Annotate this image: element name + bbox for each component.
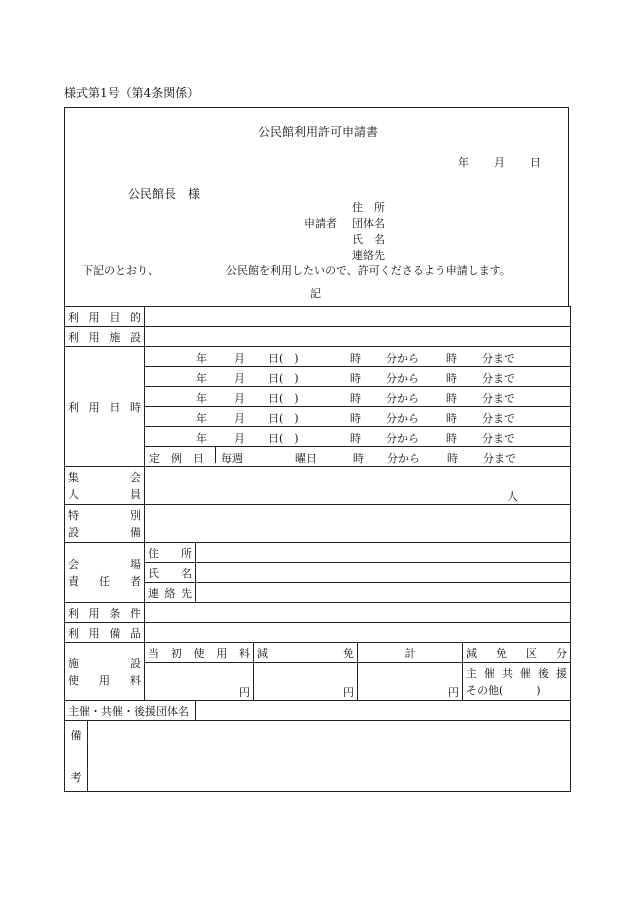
weekly-schedule-line[interactable] (145, 447, 571, 467)
sched-hour2: 時 (446, 392, 457, 405)
facility-label: 利 用 施 設 (65, 327, 145, 347)
reduction-category-options[interactable]: 主 催 共 催 後 援 その他( ) (463, 663, 571, 701)
applicant-group-label: 団体名 (352, 217, 385, 230)
equipment-label: 利 用 備 品 (65, 623, 145, 643)
schedule-line-4[interactable] (145, 407, 571, 427)
schedule-line-3[interactable] (145, 387, 571, 407)
organizers-label: 主催・共催・後援団体名 (65, 701, 196, 721)
sched-from: 分から (386, 372, 419, 385)
person-unit: 人 (507, 490, 519, 503)
schedule-line-5[interactable] (145, 427, 571, 447)
sched-day: 日( ) (268, 432, 299, 445)
weekly-hour2: 時 (447, 452, 458, 465)
sched-year: 年 (196, 392, 207, 405)
attendance-input[interactable] (145, 467, 571, 505)
attendance-label: 集 会 人 員 (65, 467, 145, 505)
sched-until: 分まで (482, 372, 515, 385)
manager-address-label: 住 所 (145, 543, 196, 563)
sched-hour: 時 (350, 352, 361, 365)
sched-year: 年 (196, 352, 207, 365)
weekly-weekday: 曜日 (295, 452, 317, 465)
sched-from: 分から (386, 352, 419, 365)
sched-until: 分まで (482, 432, 515, 445)
total-input[interactable]: 円 (358, 663, 463, 701)
weekly-every: 毎週 (221, 452, 243, 465)
sched-day: 日( ) (268, 392, 299, 405)
weekly-from: 分から (387, 452, 420, 465)
original-fee-input[interactable]: 円 (145, 663, 254, 701)
date-year: 年 (458, 156, 469, 169)
addressee: 公民館長 様 (128, 187, 201, 201)
sched-day: 日( ) (268, 412, 299, 425)
venue-manager-label: 会 場 責 任 者 (65, 543, 145, 603)
applicant-contact-label: 連絡先 (352, 249, 385, 262)
weekly-until: 分まで (483, 452, 516, 465)
sched-hour2: 時 (446, 432, 457, 445)
sched-from: 分から (386, 392, 419, 405)
facility-input[interactable] (145, 327, 571, 347)
manager-name-label: 氏 名 (145, 563, 196, 583)
remarks-label: 備 考 (65, 721, 88, 791)
ki-label: 記 (310, 287, 321, 300)
datetime-label: 利 用 日 時 (65, 347, 145, 467)
original-fee-header: 当 初 使 用 料 (145, 643, 254, 663)
equipment-input[interactable] (145, 623, 571, 643)
manager-contact-label: 連 絡 先 (145, 583, 196, 603)
purpose-row (65, 307, 571, 327)
weekly-label: 定 例 日 (149, 452, 204, 465)
manager-address-input[interactable] (196, 543, 571, 563)
reduction-category-header: 減 免 区 分 (463, 643, 571, 663)
sched-year: 年 (196, 372, 207, 385)
schedule-line-2[interactable] (145, 367, 571, 387)
facility-row (65, 327, 571, 347)
remarks-area[interactable] (65, 721, 571, 792)
sched-hour2: 時 (446, 352, 457, 365)
application-table (64, 306, 571, 792)
date-day: 日 (530, 156, 541, 169)
sched-hour: 時 (350, 372, 361, 385)
purpose-input[interactable] (145, 307, 571, 327)
date-month: 月 (494, 156, 505, 169)
request-sentence-start: 下記のとおり、 (82, 264, 159, 277)
sched-until: 分まで (482, 412, 515, 425)
sched-until: 分まで (482, 352, 515, 365)
sched-day: 日( ) (268, 352, 299, 365)
sched-until: 分まで (482, 392, 515, 405)
sched-hour: 時 (350, 392, 361, 405)
organizers-input[interactable] (196, 701, 571, 721)
sched-from: 分から (386, 412, 419, 425)
sched-month: 月 (234, 372, 245, 385)
special-equipment-input[interactable] (145, 505, 571, 543)
sched-month: 月 (234, 412, 245, 425)
sched-month: 月 (234, 392, 245, 405)
schedule-line-1[interactable] (145, 347, 571, 367)
manager-name-input[interactable] (196, 563, 571, 583)
reduction-input[interactable]: 円 (254, 663, 358, 701)
special-equipment-label: 特 別 設 備 (65, 505, 145, 543)
sched-year: 年 (196, 432, 207, 445)
facility-fee-label: 施 設 使 用 料 (65, 643, 145, 701)
reduction-header: 減 免 (254, 643, 358, 663)
sched-year: 年 (196, 412, 207, 425)
form-title: 公民館利用許可申請書 (258, 125, 379, 139)
form-number: 様式第1号（第4条関係） (64, 86, 200, 100)
applicant-name-label: 氏 名 (352, 233, 385, 246)
sched-hour: 時 (350, 412, 361, 425)
sched-day: 日( ) (268, 372, 299, 385)
sched-month: 月 (234, 352, 245, 365)
purpose-label: 利 用 目 的 (65, 307, 145, 327)
manager-contact-input[interactable] (196, 583, 571, 603)
conditions-input[interactable] (145, 603, 571, 623)
conditions-label: 利 用 条 件 (65, 603, 145, 623)
sched-hour: 時 (350, 432, 361, 445)
sched-hour2: 時 (446, 412, 457, 425)
sched-hour2: 時 (446, 372, 457, 385)
applicant-address-label: 住 所 (352, 201, 385, 214)
sched-from: 分から (386, 432, 419, 445)
applicant-label: 申請者 (304, 217, 337, 230)
weekly-hour: 時 (353, 452, 364, 465)
request-sentence-end: 公民館を利用したいので、許可くださるよう申請します。 (226, 264, 511, 277)
total-header: 計 (358, 643, 463, 663)
sched-month: 月 (234, 432, 245, 445)
